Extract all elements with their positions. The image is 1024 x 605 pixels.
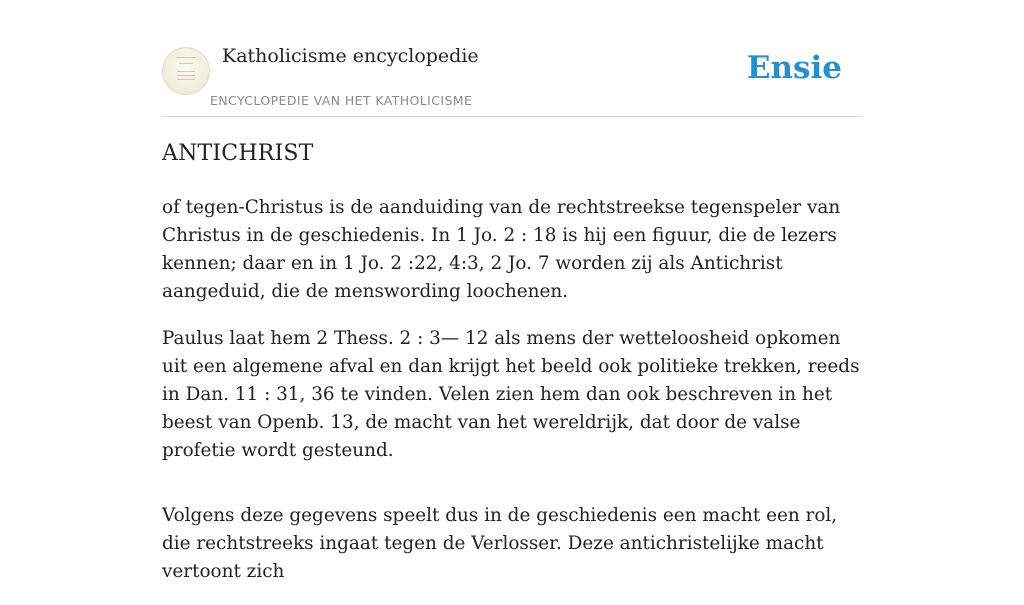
article-content: [162, 138, 862, 605]
article-paragraph: Volgens deze gegevens speelt dus in de geschiedenis een macht een rol, die rechtstreeks ingaat tegen de Verlosser. Deze antichristelijke macht vertoont zich: [162, 505, 838, 582]
article-paragraph: of tegen-Christus is de aanduiding van de rechtstreekse tegenspeler van Christus in de geschiedenis. In 1 Jo. 2 : 18 is hij een figuur, die de lezers kennen; daar en in 1 Jo. 2 :22, 4:3, 2 Jo. 7 worden zij als Antichrist aangeduid, die de menswording loochenen.: [162, 197, 841, 302]
site-title[interactable]: Katholicisme encyclopedie: [222, 45, 479, 67]
encyclopedia-cover-avatar[interactable]: [162, 47, 210, 95]
brand-logo-link[interactable]: Ensie: [746, 50, 842, 86]
article-title: ANTICHRIST: [162, 141, 314, 166]
site-subtitle: ENCYCLOPEDIE VAN HET KATHOLICISME: [210, 93, 473, 108]
site-header: [162, 0, 862, 117]
article-paragraph: Paulus laat hem 2 Thess. 2 : 3— 12 als mens der wetteloosheid opkomen uit een algemene afval en dan krijgt het beeld ook politieke trekken, reeds in Dan. 11 : 31, 36 te vinden. Velen zien hem dan ook beschreven in het beest van Openb. 13, de macht van het wereldrijk, dat door de valse profetie wordt gesteund.: [162, 328, 860, 461]
